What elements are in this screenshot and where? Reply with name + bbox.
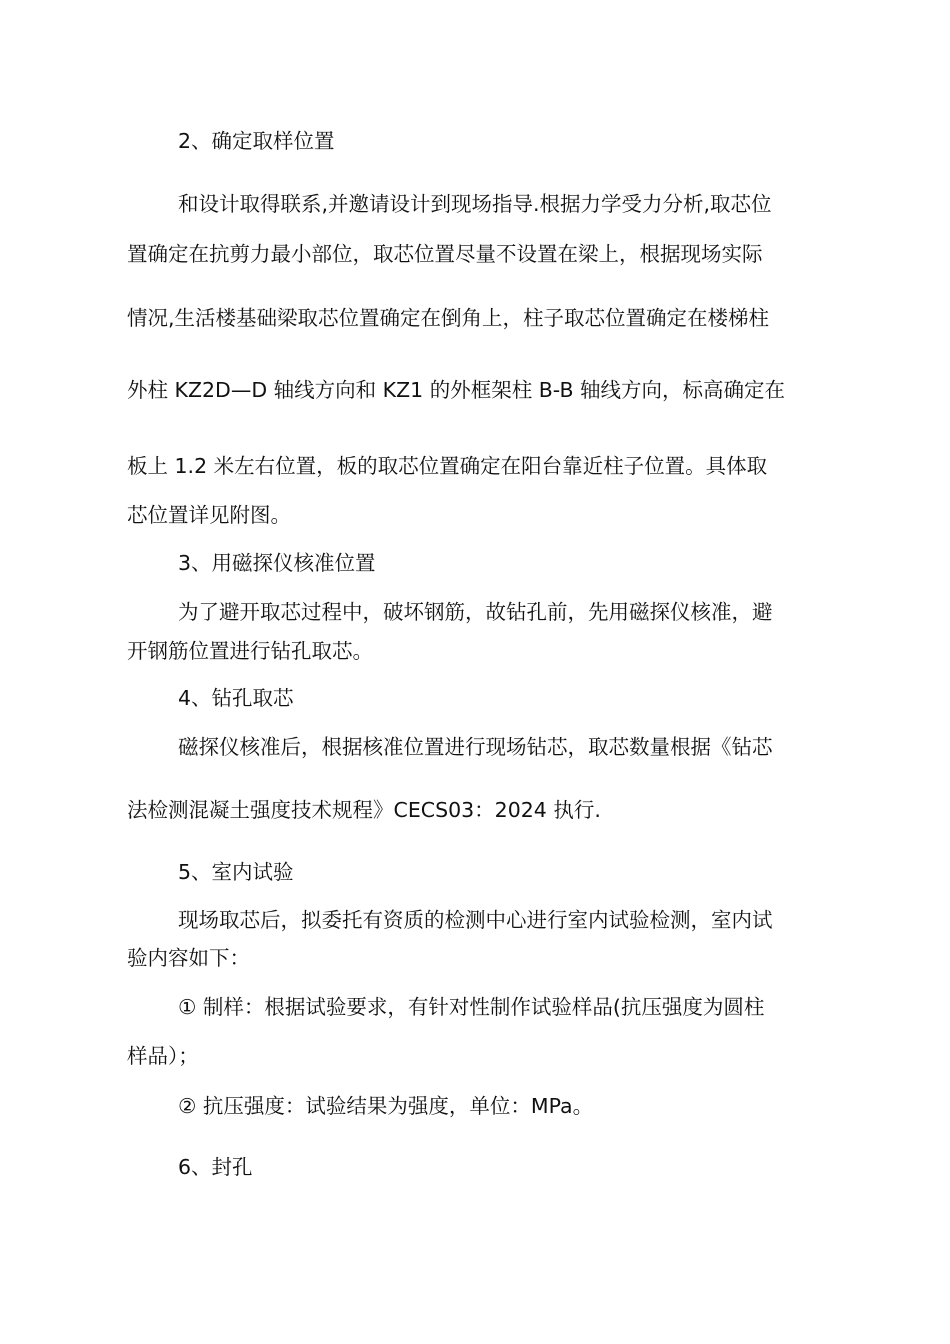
paragraph-line: 置确定在抗剪力最小部位，取芯位置尽量不设置在梁上，根据现场实际: [127, 242, 763, 266]
section-heading: 4、钻孔取芯: [178, 686, 294, 710]
paragraph-line: 为了避开取芯过程中，破坏钢筋，故钻孔前，先用磁探仪核准，避: [178, 600, 773, 624]
section-heading: 5、室内试验: [178, 860, 294, 884]
paragraph-line: 和设计取得联系,并邀请设计到现场指导.根据力学受力分析,取芯位: [178, 192, 772, 216]
paragraph-line: 法检测混凝土强度技术规程》CECS03：2024 执行.: [127, 798, 601, 822]
paragraph-line: 验内容如下：: [127, 946, 250, 970]
paragraph-line: 情况,生活楼基础梁取芯位置确定在倒角上，柱子取芯位置确定在楼梯柱: [127, 306, 770, 330]
paragraph-line: 磁探仪核准后，根据核准位置进行现场钻芯，取芯数量根据《钻芯: [178, 735, 773, 759]
section-heading: 6、封孔: [178, 1155, 253, 1179]
paragraph-line: 现场取芯后，拟委托有资质的检测中心进行室内试验检测，室内试: [178, 908, 773, 932]
paragraph-line: 开钢筋位置进行钻孔取芯。: [127, 639, 373, 663]
list-item-continuation: 样品）；: [127, 1044, 199, 1068]
paragraph-line: 板上 1.2 米左右位置，板的取芯位置确定在阳台靠近柱子位置。具体取: [127, 454, 768, 478]
paragraph-line: 外柱 KZ2D—D 轴线方向和 KZ1 的外框架柱 B-B 轴线方向，标高确定在: [127, 378, 786, 402]
section-heading: 2、确定取样位置: [178, 129, 335, 153]
section-heading: 3、用磁探仪核准位置: [178, 551, 376, 575]
list-item: ① 制样：根据试验要求，有针对性制作试验样品(抗压强度为圆柱: [178, 995, 765, 1019]
paragraph-line: 芯位置详见附图。: [127, 503, 291, 527]
list-item: ② 抗压强度：试验结果为强度，单位：MPa。: [178, 1094, 594, 1118]
